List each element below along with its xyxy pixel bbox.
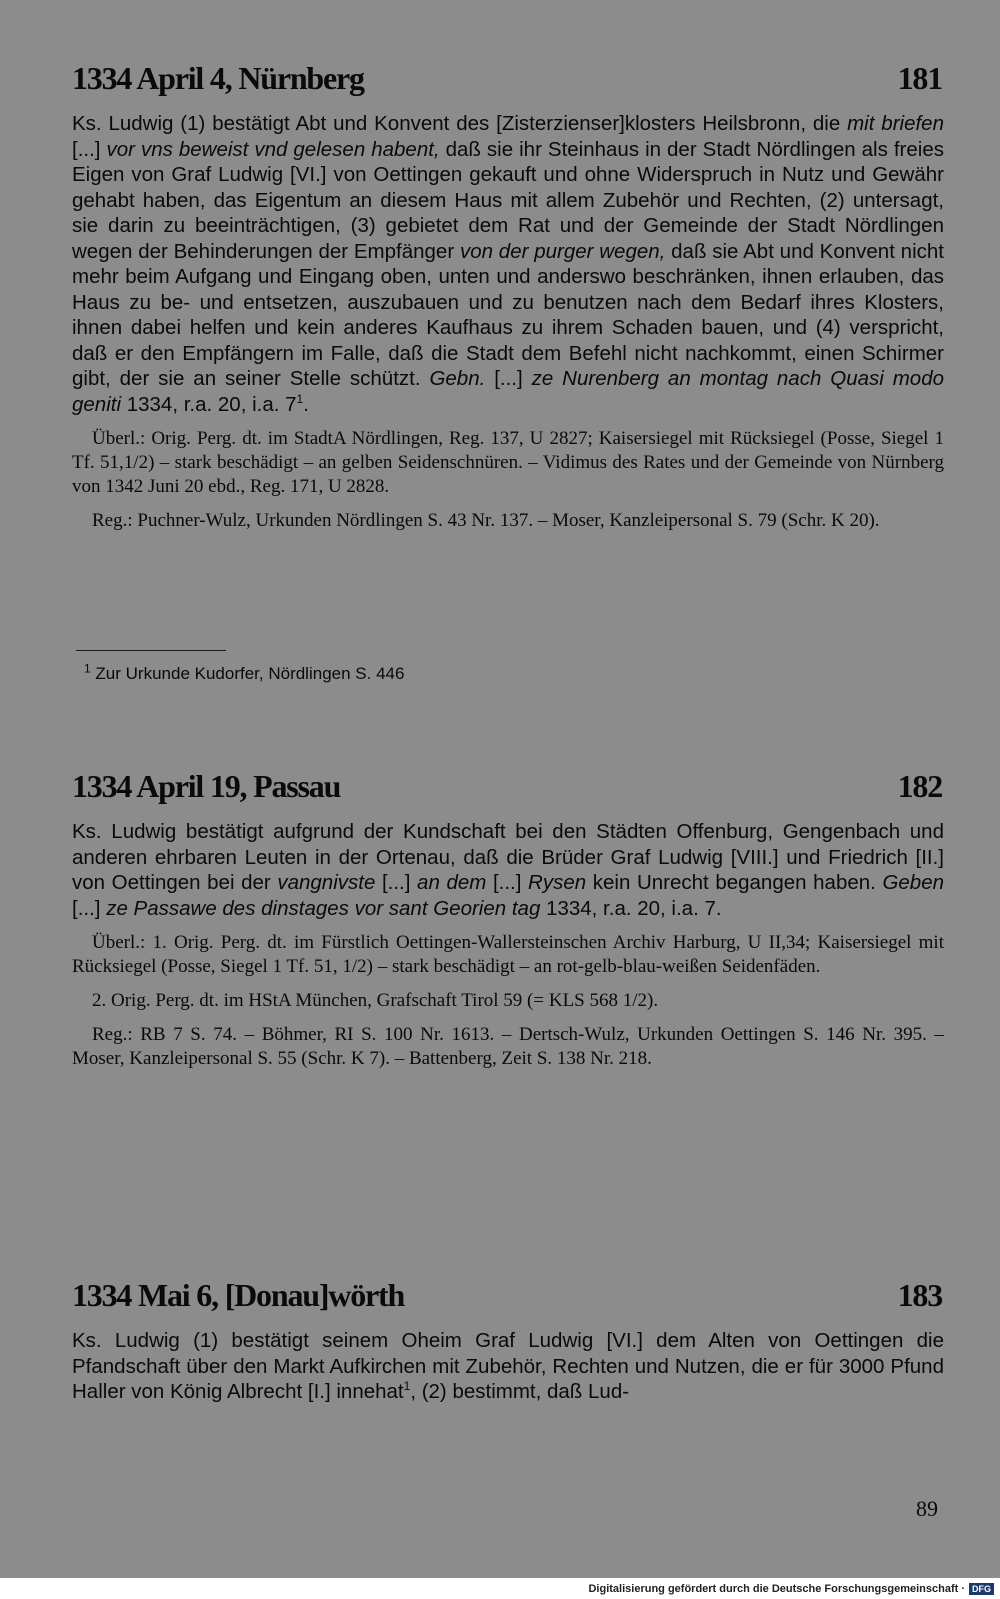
text-run: Ks. Ludwig (1) bestätigt Abt und Konvent des [Zisterzienser]klosters Heilsbronn, die: [72, 112, 848, 135]
entry-heading: [72, 1277, 944, 1314]
text-run: Ks. Ludwig bestätigt aufgrund der Kundschaft bei den Städten Offenburg, Gengenbach und anderen ehrbaren Leuten in der Ortenau, daß die Brüder Graf Ludwig [VIII.] und Friedrich [II.] von Oettingen bei der: [72, 820, 944, 894]
entry-number: 181: [897, 60, 942, 96]
quote-run: ze Passawe des dinstages vor sant Georien tag: [106, 896, 541, 920]
regest-note: Reg.: RB 7 S. 74. – Böhmer, RI S. 100 Nr. 1613. – Dertsch-Wulz, Urkunden Oettingen S. 146 Nr. 395. – Moser, Kanzleipersonal S. 55 (Schr. K 7). – Battenberg, Zeit S. 138 Nr. 218.: [72, 1024, 944, 1069]
text-run: [...]: [375, 871, 418, 894]
footnote: [84, 661, 405, 684]
entry-number: 182: [897, 768, 942, 804]
text-run: [...]: [72, 137, 107, 161]
transmission-note: Überl.: 1. Orig. Perg. dt. im Fürstlich Oettingen-Wallersteinschen Archiv Harburg, U II,34; Kaisersiegel mit Rücksiegel (Posse, Siegel 1 Tf. 51, 1/2) – stark beschädigt – an rot-gelb-blau-weißen Seidenfäden.: [72, 932, 944, 977]
footnote-text: Zur Urkunde Kudorfer, Nördlingen S. 446: [95, 664, 405, 683]
entry-heading: [72, 60, 944, 97]
text-run: kein Unrecht begangen haben.: [586, 871, 883, 894]
footnote-ref: 1: [296, 391, 304, 406]
entry-date-place: 1334 April 19, Passau: [72, 768, 341, 804]
entry-abstract: [72, 1328, 944, 1405]
text-run: 1334, r.a. 20, i.a. 7: [121, 392, 297, 416]
entry-182: [72, 768, 944, 1071]
text-run: [...]: [486, 871, 529, 894]
quote-run: mit briefen: [847, 112, 944, 135]
entry-abstract: [72, 819, 944, 921]
quote-run: an dem: [417, 871, 487, 894]
quote-run: vangnivste: [277, 871, 376, 894]
transmission-note-2: 2. Orig. Perg. dt. im HStA München, Grafschaft Tirol 59 (= KLS 568 1/2).: [92, 990, 659, 1011]
quote-run: Gebn.: [429, 367, 486, 390]
text-run: , (2) bestimmt, daß Lud-: [410, 1380, 630, 1403]
text-run: daß sie Abt und Konvent nicht mehr beim Aufgang und Eingang oben, unten und anderswo beschränken, ihnen erlauben, das Haus zu be- und entsetzen, auszubauen und zu benutzen nach dem Bedarf ihres Klosters, ihnen dabei helfen und kein anderes Kaufhaus zu ihrem Schaden bauen, und (4) verspricht, daß er den Empfängern im Falle, daß die Stadt dem Befehl nicht nachkommt, einen Schirmer gibt, der sie an seiner Stelle schützt.: [72, 239, 944, 390]
text-run: 1334, r.a. 20, i.a. 7.: [540, 896, 722, 920]
entry-date-place: 1334 Mai 6, [Donau]wörth: [72, 1277, 405, 1313]
text-run: .: [303, 392, 309, 416]
quote-run: vor vns beweist vnd gelesen habent,: [106, 137, 440, 161]
footnote-ref: 1: [403, 1379, 411, 1394]
entry-183: [72, 1277, 944, 1405]
footnote-rule: [76, 650, 226, 651]
text-run: [...]: [72, 896, 107, 920]
funding-banner: [0, 1578, 1000, 1599]
entry-abstract: [72, 111, 944, 417]
quote-run: Geben: [882, 871, 945, 894]
entry-number: 183: [897, 1277, 942, 1313]
entry-date-place: 1334 April 4, Nürnberg: [72, 60, 364, 96]
page-number: 89: [916, 1496, 938, 1521]
regest-note: Reg.: Puchner-Wulz, Urkunden Nördlingen S. 43 Nr. 137. – Moser, Kanzleipersonal S. 79 (Schr. K 20).: [92, 510, 880, 531]
text-run: daß sie ihr Steinhaus in der Stadt Nördlingen als freies Eigen von Graf Ludwig [VI.] von Oettingen gekauft und ohne Widerspruch in Nutz und Gewähr gehabt haben, das Eigentum an diesem Haus mit allem Zubehör und Rechten, (2) untersagt, sie darin zu beeinträchtigen, (3) gebietet dem Rat und der Gemeinde der Stadt Nördlingen wegen der Behinderungen der Empfänger: [72, 137, 944, 263]
quote-run: Rysen: [528, 871, 587, 894]
transmission-note: Überl.: Orig. Perg. dt. im StadtA Nördlingen, Reg. 137, U 2827; Kaisersiegel mit Rücksiegel (Posse, Siegel 1 Tf. 51,1/2) – stark beschädigt – an gelben Seidenschnüren. – Vidimus des Rates und der Gemeinde von Nürnberg von 1342 Juni 20 ebd., Reg. 171, U 2828.: [72, 428, 944, 497]
funding-text: Digitalisierung gefördert durch die Deutsche Forschungsgemeinschaft ·: [588, 1582, 965, 1595]
quote-run: von der purger wegen,: [459, 239, 666, 263]
entry-181: [72, 60, 944, 533]
dfg-logo-icon: DFG: [969, 1583, 994, 1595]
footnote-mark: 1: [84, 661, 91, 676]
text-run: [...]: [485, 367, 532, 390]
text-run: Ks. Ludwig (1) bestätigt seinem Oheim Graf Ludwig [VI.] dem Alten von Oettingen die Pfandschaft über den Markt Aufkirchen mit Zubehör, Rechten und Nutzen, die er für 3000 Pfund Haller von König Albrecht [I.] innehat: [72, 1329, 944, 1403]
quote-run: ze Nurenberg an montag nach Quasi modo geniti: [72, 367, 945, 416]
entry-heading: [72, 768, 944, 805]
